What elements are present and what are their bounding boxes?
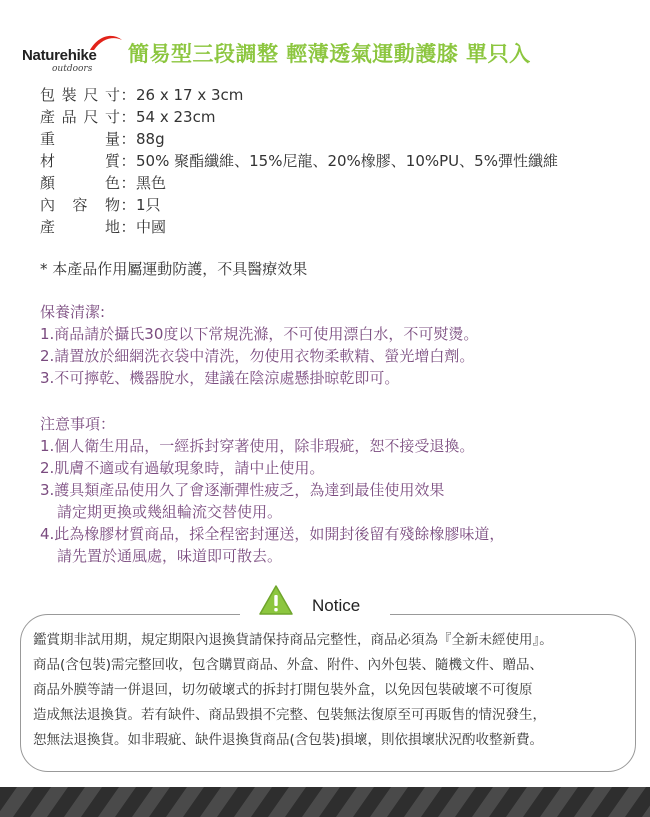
care-instructions (40, 301, 640, 389)
spec-separator: ： (120, 108, 136, 126)
spec-value: 26 x 17 x 3cm (136, 86, 244, 104)
spec-label: 重量 (40, 130, 120, 148)
product-title: 簡易型三段調整 輕薄透氣運動護膝 單只入 (128, 42, 531, 66)
notes-item: 4.此為橡膠材質商品，採全程密封運送，如開封後留有殘餘橡膠味道， (40, 525, 505, 543)
notes-item: 1.個人衛生用品，一經拆封穿著使用，除非瑕疵，恕不接受退換。 (40, 437, 475, 455)
warning-triangle-icon (258, 584, 294, 616)
spec-label: 顏色 (40, 174, 120, 192)
spec-value: 中國 (136, 218, 167, 236)
footer-stripe-band (0, 787, 650, 817)
spec-value: 88g (136, 130, 165, 148)
spec-row (40, 172, 640, 194)
medical-disclaimer: * 本產品作用屬運動防護，不具醫療效果 (40, 260, 308, 278)
care-item: 2.請置放於細網洗衣袋中清洗，勿使用衣物柔軟精、螢光增白劑。 (40, 347, 475, 365)
logo-wordmark: Naturehike (22, 47, 97, 64)
notes-item: 3.護具類產品使用久了會逐漸彈性疲乏，為達到最佳使用效果 (40, 481, 445, 499)
spec-row (40, 216, 640, 238)
notice-line: 商品(含包裝)需完整回收，包含購買商品、外盒、附件、內外包裝、隨機文件、贈品、 (33, 657, 544, 673)
spec-value: 50% 聚酯纖維、15%尼龍、20%橡膠、10%PU、5%彈性纖維 (136, 152, 558, 170)
notice-header (240, 580, 390, 620)
spec-label: 產地 (40, 218, 120, 236)
care-title: 保養清潔: (40, 303, 106, 321)
notes-item: 2.肌膚不適或有過敏現象時，請中止使用。 (40, 459, 325, 477)
notice-label: Notice (312, 596, 361, 615)
notice-line: 恕無法退換貨。如非瑕疵、缺件退換貨商品(含包裝)損壞，則依損壞狀況酌收整新費。 (33, 732, 544, 748)
notes-title: 注意事項： (40, 415, 116, 433)
notice-text (33, 628, 633, 753)
spec-separator: ： (120, 174, 136, 192)
spec-row (40, 150, 640, 172)
spec-separator: ： (120, 218, 136, 236)
notes-item-continued: 請先置於通風處，味道即可散去。 (57, 547, 283, 565)
spec-label: 產品尺寸 (40, 108, 120, 126)
spec-separator: ： (120, 196, 136, 214)
spec-list (40, 84, 640, 238)
care-item: 3.不可擰乾、機器脫水，建議在陰涼處懸掛晾乾即可。 (40, 369, 400, 387)
notice-line: 鑑賞期非試用期，規定期限內退換貨請保持商品完整性，商品必須為『全新未經使用』。 (33, 632, 553, 648)
spec-value: 黑色 (136, 174, 167, 192)
spec-separator: ： (120, 86, 136, 104)
spec-separator: ： (120, 130, 136, 148)
spec-value: 1只 (136, 196, 161, 214)
brand-logo[interactable] (22, 32, 122, 74)
care-item: 1.商品請於攝氏30度以下常規洗滌，不可使用漂白水，不可熨燙。 (40, 325, 479, 343)
header (0, 28, 650, 78)
notice-line: 商品外膜等請一併退回，切勿破壞式的拆封打開包裝外盒，以免因包裝破壞不可復原 (33, 682, 533, 698)
spec-label: 材質 (40, 152, 120, 170)
diagonal-stripes-decoration (0, 787, 650, 817)
spec-row (40, 106, 640, 128)
spec-separator: ： (120, 152, 136, 170)
spec-row (40, 194, 640, 216)
notes-item-continued: 請定期更換或幾組輪流交替使用。 (57, 503, 283, 521)
spec-label: 包裝尺寸 (40, 86, 120, 104)
spec-value: 54 x 23cm (136, 108, 216, 126)
spec-label: 內容物 (40, 196, 120, 214)
usage-notes (40, 413, 640, 567)
notice-line: 造成無法退換貨。若有缺件、商品毀損不完整、包裝無法復原至可再販售的情況發生， (33, 707, 546, 723)
spec-row (40, 84, 640, 106)
logo-subtitle: outdoors (52, 64, 93, 74)
spec-row (40, 128, 640, 150)
